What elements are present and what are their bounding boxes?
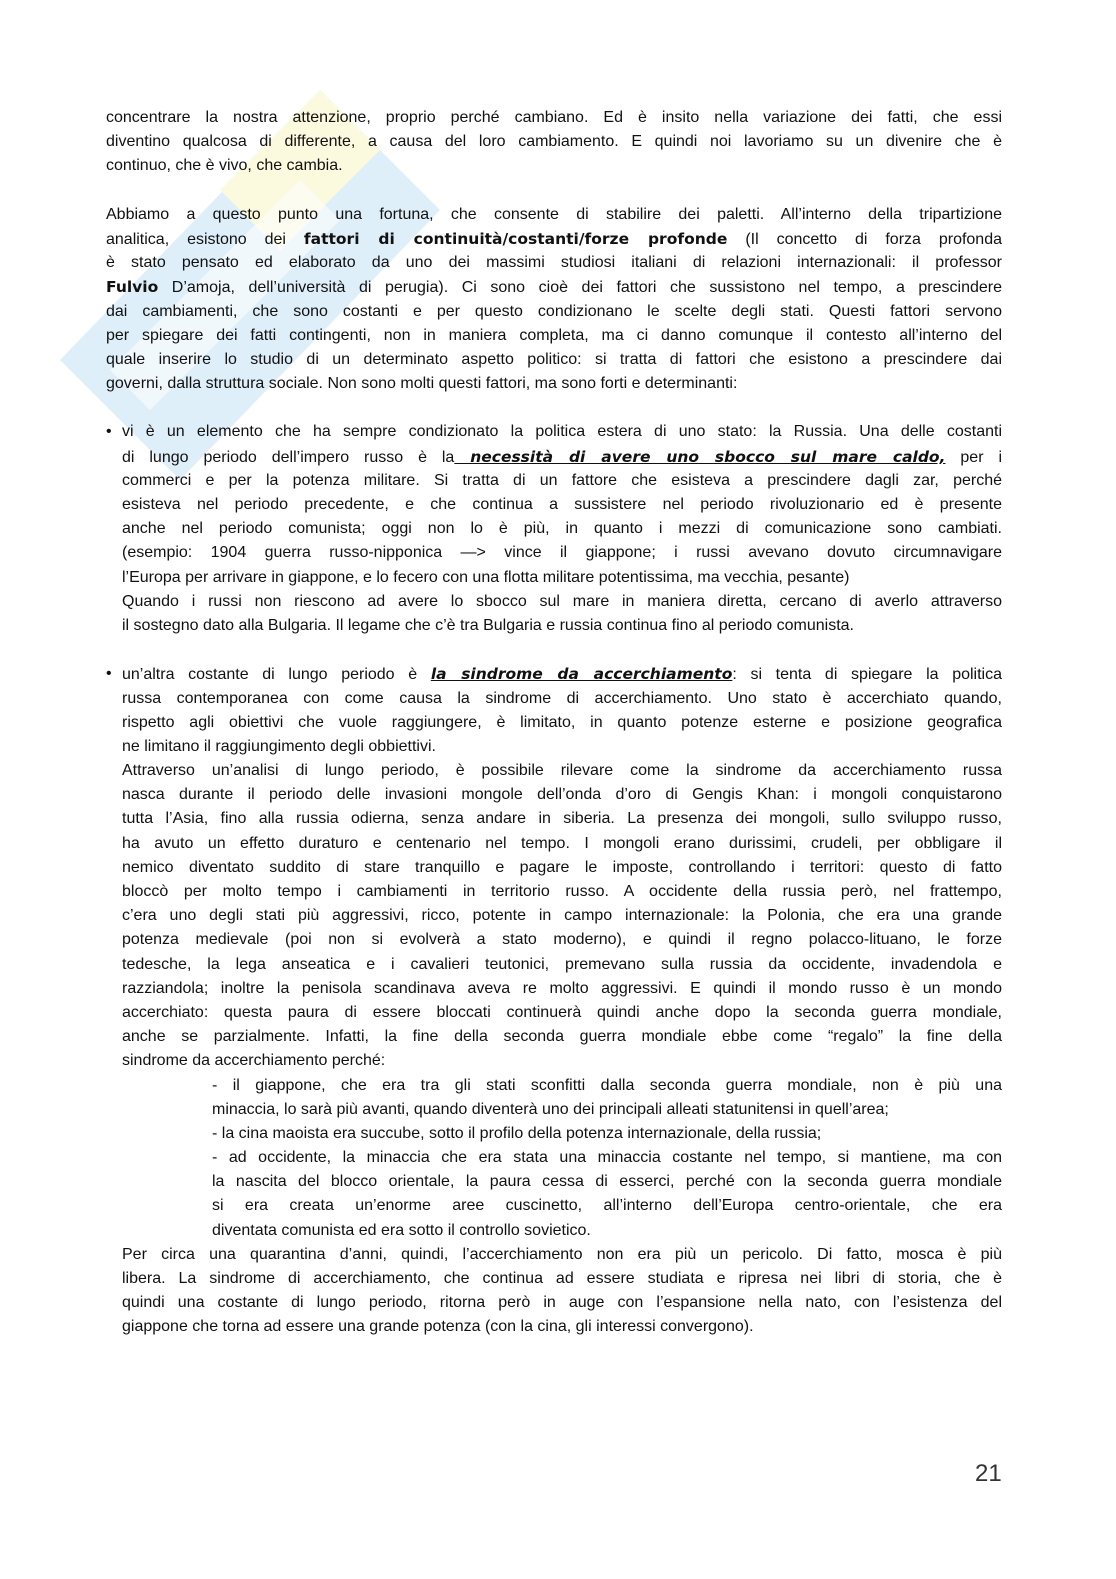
bullet-icon: • [106,665,112,683]
text-span: analitica, esistono dei [106,230,304,248]
paragraph [106,106,1002,179]
bullet-icon: • [106,423,112,441]
text-block [106,203,1002,397]
text-line: c’era uno degli stati più aggressivi, ricco, potente in campo internazionale: la Polonia, che era una grande [122,907,1002,925]
text-line: anche se parzialmente. Infatti, la fine della seconda guerra mondiale ebbe come “regalo” la fine della [122,1028,1002,1046]
text-line: tedesche, la lega anseatica e i cavalieri teutonici, premevano sulla russia da occidente, invadendola e [122,955,1002,973]
text-line: nemico diventato suddito di stare tranquillo e pagare le imposte, controllando i territori: questo di fatto [122,858,1002,876]
text-line: governi, dalla struttura sociale. Non sono molti questi fattori, ma sono forti e determinanti: [106,375,738,393]
text-line: continuo, che è vivo, che cambia. [106,157,343,175]
text-block [106,662,1002,1339]
text-line: - la cina maoista era succube, sotto il profilo della potenza internazionale, della russia; [212,1124,822,1142]
text-span: D’amoja, dell’università di perugia). Ci sono cioè dei fattori che sussistono nel tempo, a prescindere [158,279,1002,297]
text-line: quale inserire lo studio di un determinato aspetto politico: si tratta di fattori che esistono a prescindere dai [106,350,1002,368]
document-body [106,106,1002,1364]
text-line: - ad occidente, la minaccia che era stata una minaccia costante nel tempo, si mantiene, ma con [212,1149,1002,1167]
text-line [122,662,1002,686]
text-line: - il giappone, che era tra gli stati sconfitti dalla seconda guerra mondiale, non è più una [212,1076,1002,1094]
text-line: il sostegno dato alla Bulgaria. Il legame che c’è tra Bulgaria e russia continua fino al periodo comunista. [122,616,854,634]
text-line: rispetto agli obiettivi che vuole raggiungere, è limitato, in quanto potenze esterne e posizione geografica [122,713,1002,731]
text-line: potenza medievale (poi non si evolverà a stato moderno), e quindi il regno polacco-lituano, le forze [122,931,1002,949]
text-line: russa contemporanea con come causa la sindrome di accerchiamento. Uno stato è accerchiato quando, [122,689,1002,707]
text-span: (Il concetto di forza profonda [727,230,1003,248]
text-line: Per circa una quarantina d’anni, quindi, l’accerchiamento non era più un pericolo. Di fatto, mosca è più [122,1245,1002,1263]
text-line: bloccò per molto tempo i cambiamenti in territorio russo. A occidente della russia però, nel frattempo, [122,883,1002,900]
text-line: diventata comunista ed era sotto il controllo sovietico. [212,1221,591,1239]
text-line: sindrome da accerchiamento perché: [122,1052,386,1070]
text-line [106,275,1002,299]
text-line: tutta l’Asia, fino alla russia odierna, senza andare in siberia. La presenza dei mongoli, sullo sviluppo russo, [122,810,1002,828]
text-line: per spiegare dei fatti contingenti, non in maniera completa, ma ci danno comunque il contesto all’interno del [106,326,1002,344]
text-line: minaccia, lo sarà più avanti, quando diventerà uno dei principali alleati statunitensi in quell’area; [212,1100,889,1118]
text-line: esisteva nel periodo precedente, e che continua a sussistere nel periodo rivoluzionario ed è presente [122,496,1002,513]
paragraph [106,1243,1002,1340]
emphasized-text: la sindrome da accerchiamento [430,665,733,684]
text-block [106,420,1002,638]
text-line: giappone che torna ad essere una grande potenza (con la cina, gli interessi convergono). [122,1318,754,1336]
text-line: Abbiamo a questo punto una fortuna, che consente di stabilire dei paletti. All’interno della tripartizione [106,205,1002,223]
text-line: l’Europa per arrivare in giappone, e lo fecero con una flotta militare potentissima, ma vecchia, pesante) [122,568,850,586]
paragraph [106,203,1002,397]
text-line: accerchiato: questa paura di essere bloccati continuerà quindi anche dopo la seconda guerra mondiale, [122,1003,1002,1021]
bold-text: fattori di continuità/costanti/forze profonde [303,229,728,248]
text-line: libera. La sindrome di accerchiamento, che continua ad essere studiata e ripresa nei libri di storia, che è [122,1270,1002,1287]
sub-list [106,1074,1002,1243]
text-line [122,445,1002,469]
text-block [106,106,1002,179]
text-line: razziandola; inoltre la penisola scandinava aveva re molto aggressivi. E quindi il mondo russo è un mondo [122,979,1002,997]
text-line: Quando i russi non riescono ad avere lo sbocco sul mare in maniera diretta, cercano di averlo attraverso [122,592,1002,610]
text-line: concentrare la nostra attenzione, proprio perché cambiano. Ed è insito nella variazione dei fatti, che essi [106,109,1002,126]
text-line: anche nel periodo comunista; oggi non lo è più, in quanto i mezzi di comunicazione sono cambiati. [122,520,1002,538]
text-span: di lungo periodo dell’impero russo è la [122,448,455,466]
text-line: nasca durante il periodo delle invasioni mongole dell’onda d’oro di Gengis Khan: i mongoli conquistarono [122,786,1002,804]
text-span: un’altra costante di lungo periodo è [122,666,431,684]
text-line: commerci e per la potenza militare. Si tratta di un fattore che esisteva a prescindere dagli zar, perché [122,471,1002,489]
text-line: si era creata un’enorme aree cuscinetto, all’interno dell’Europa centro-orientale, che era [212,1197,1002,1215]
text-line: la nascita del blocco orientale, la paura cessa di esserci, perché con la seconda guerra mondiale [212,1173,1002,1191]
bold-text: Fulvio [106,278,159,297]
bullet-item [106,420,1002,638]
text-line: diventino qualcosa di differente, a causa del loro cambiamento. E quindi noi lavoriamo su un divenire che è [106,133,1002,151]
text-line: è stato pensato ed elaborato da uno dei massimi studiosi italiani di relazioni internazionali: il professor [106,254,1002,272]
text-line: ha avuto un effetto duraturo e centenario nel tempo. I mongoli erano durissimi, crudeli, per obbligare il [122,834,1002,852]
text-line: Attraverso un’analisi di lungo periodo, è possibile rilevare come la sindrome da accerchiamento russa [122,762,1002,780]
text-line: dai cambiamenti, che sono costanti e per questo condizionano le scelte degli stati. Questi fattori servono [106,302,1002,320]
text-span: : si tenta di spiegare la politica [732,666,1003,684]
text-line: quindi una costante di lungo periodo, ritorna però in auge con l’espansione nella nato, con l’esistenza del [122,1294,1002,1312]
text-line [106,227,1002,251]
text-line: (esempio: 1904 guerra russo-nipponica —> vince il giappone; i russi avevano dovuto circumnavigare [122,544,1002,562]
text-span: per i [945,448,1003,466]
text-line: vi è un elemento che ha sempre condizionato la politica estera di uno stato: la Russia. Una delle costanti [122,423,1002,441]
bullet-item [106,662,1002,1073]
emphasized-text: necessità di avere uno sbocco sul mare caldo, [454,447,946,466]
page-number: 21 [975,1460,1002,1487]
text-line: ne limitano il raggiungimento degli obbiettivi. [122,737,436,755]
